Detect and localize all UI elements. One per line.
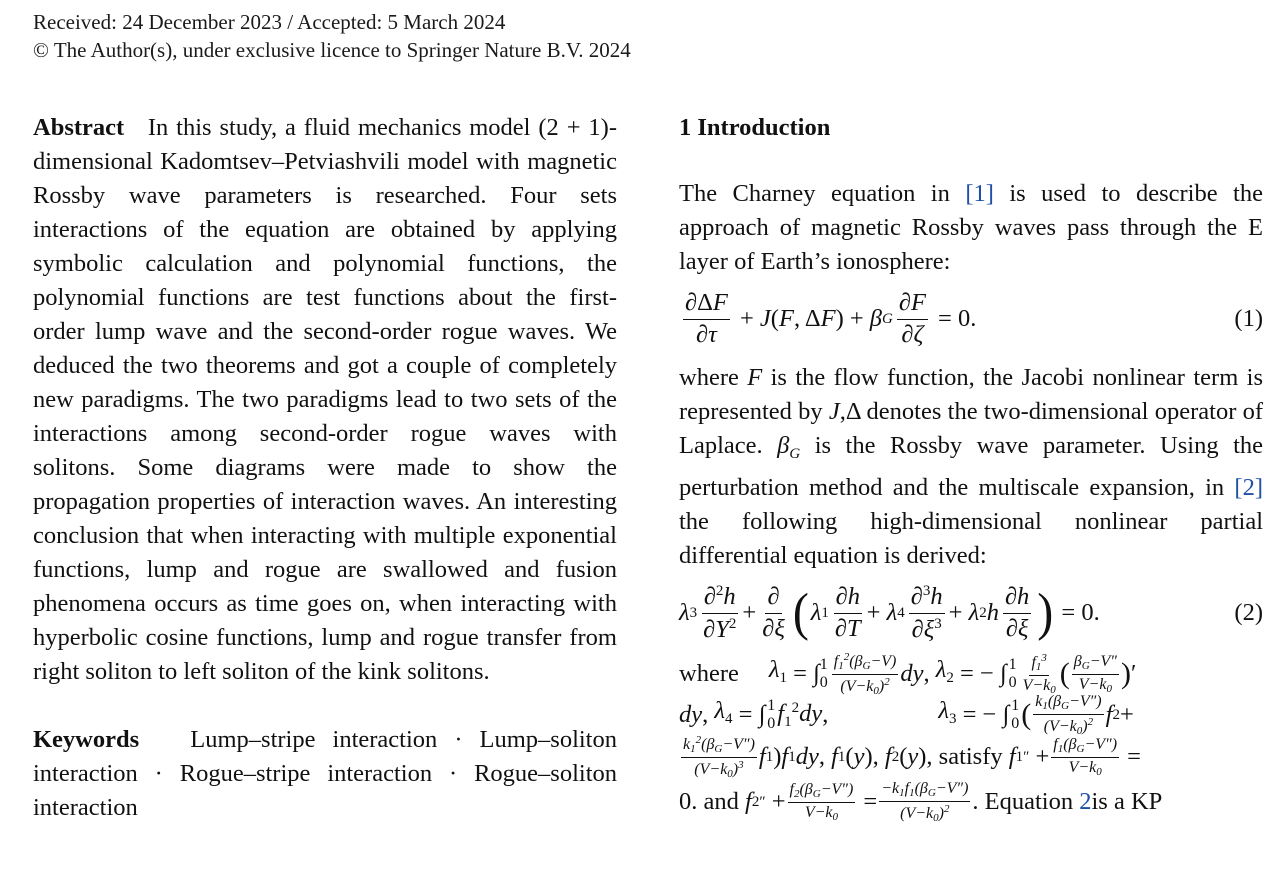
and-word: and <box>703 788 739 815</box>
abstract-label: Abstract <box>33 114 125 141</box>
symbol-g-subscript: G <box>789 446 801 462</box>
keywords <box>33 723 617 825</box>
keywords-text: Lump–stripe interaction · Lump–soliton interaction · Rogue–stripe interaction · Rogue–soliton interaction <box>33 726 617 821</box>
equation-2-body: λ 3 $\frac{\partial^2h}{\partial Y^2}$ + $\frac{\partial}{\partial\xi}$ ( λ 1 $\frac{\partial h}{\partial T}$ + λ 4 $\frac{\partial^3h}{\partial\xi^3}$ + λ 2 h $\frac{\partial h}{\partial\xi}$ ) = 0. <box>679 582 1100 643</box>
equation-2 <box>679 573 1263 653</box>
equation-1-number: (1) <box>1234 305 1263 332</box>
intro-text: is the Rossby wave parameter. Using the perturbation method and the multiscale expansion, in <box>679 432 1263 501</box>
intro-text: ,Δ denotes the two-dimensional operator of Laplace. <box>679 398 1264 459</box>
symbol-j: J <box>828 398 840 425</box>
right-column <box>679 111 1263 825</box>
equation-1-body: $\frac{\partial\Delta F}{\partial\tau}$ + J ( F , Δ F ) + β G $\frac{\partial F}{\partial\zeta}$ = 0. <box>685 288 977 348</box>
citation-link-2[interactable]: [2] <box>1234 474 1263 501</box>
article-header <box>33 8 631 64</box>
equation-word: Equation <box>984 788 1074 815</box>
satisfy-word: satisfy <box>938 743 1003 770</box>
section-title: 1 Introduction <box>679 114 831 141</box>
equation-ref-link[interactable]: 2 <box>1079 788 1092 815</box>
abstract-text: In this study, a fluid mechanics model (2 + 1)-dimensional Kadomtsev–Petviashvili model with magnetic Rossby wave parameters is researched. Four sets interactions of the equation are obtained by applying symbolic calculation and polynomial functions, the polynomial functions are test functions about the first-order lump wave and the second-order rogue waves. We deduced the two theorems and got a couple of completely new paradigms. The two paradigms lead to two sets of the interactions among second-order rogue waves with solitons. Some diagrams were made to show the propagation properties of interaction waves. An interesting conclusion that when interacting with multiple exponential functions, lump and rogue are swallowed and fusion phenomena occurs as time goes on, when interacting with hyperbolic cosine functions, lump and rogue transfer from right soliton to left soliton of the kink solitons. <box>33 114 617 685</box>
intro-text: the following high-dimensional nonlinear partial differential equation is derived: <box>679 508 1263 569</box>
lambda-definitions: where $\lambda_1$ = ∫ 1 0 $\frac{f1^2(\beta G-V)}{(V-k0)^2}$ dy , $\lambda_2$ = − ∫ 1 0 $\frac{f1^3}{V-k0}$ ( $\frac{\beta G-V''}{V-k0}$ ) ′ dy , $\lambda_4$ = ∫ 1 0 $f_1^2dy$ , $\lambda_3$ = − ∫ 1 0 ( $\frac{k1(\beta G-V'')}{(V-k0)^2}$ f 2 + $\frac{k1^2(\beta G-V'')}{(V-k0)^3}$ f 1 ) f 1 dy , f 1 ( y ), f 2 ( y ), satisfy f 1 ″ + $\frac{f1(\beta G-V'')}{V-k0}$ = 0. and f 2 ″ + $\frac{f2(\beta G-V'')}{V-k0}$ = $\frac{-k1f1(\beta G-V'')}{(V-k0)^2}$ . Equation 2 is a KP <box>679 650 1163 824</box>
citation-link-1[interactable]: [1] <box>965 180 994 207</box>
symbol-f: F <box>747 364 763 391</box>
symbol-beta: β <box>777 432 790 459</box>
equation-1 <box>679 279 1263 359</box>
intro-text: where <box>679 364 748 391</box>
intro-paragraph-1 <box>679 177 1263 279</box>
intro-paragraph-2 <box>679 361 1263 573</box>
abstract <box>33 111 617 689</box>
intro-text: The Charney equation in <box>679 180 966 207</box>
keywords-label: Keywords <box>33 726 140 753</box>
intro-text: is the flow function, the Jacobi nonlinear term is represented by <box>679 364 1263 425</box>
equation-2-number: (2) <box>1234 599 1263 626</box>
received-line: Received: 24 December 2023 / Accepted: 5 March 2024 <box>33 10 506 34</box>
left-column <box>33 111 617 825</box>
tail-text: is a KP <box>1091 788 1163 815</box>
where-word: where <box>679 660 739 687</box>
intro-text: is used to describe the approach of magnetic Rossby waves pass through the E layer of Earth’s ionosphere: <box>679 180 1263 275</box>
copyright-line: © The Author(s), under exclusive licence to Springer Nature B.V. 2024 <box>33 38 631 62</box>
